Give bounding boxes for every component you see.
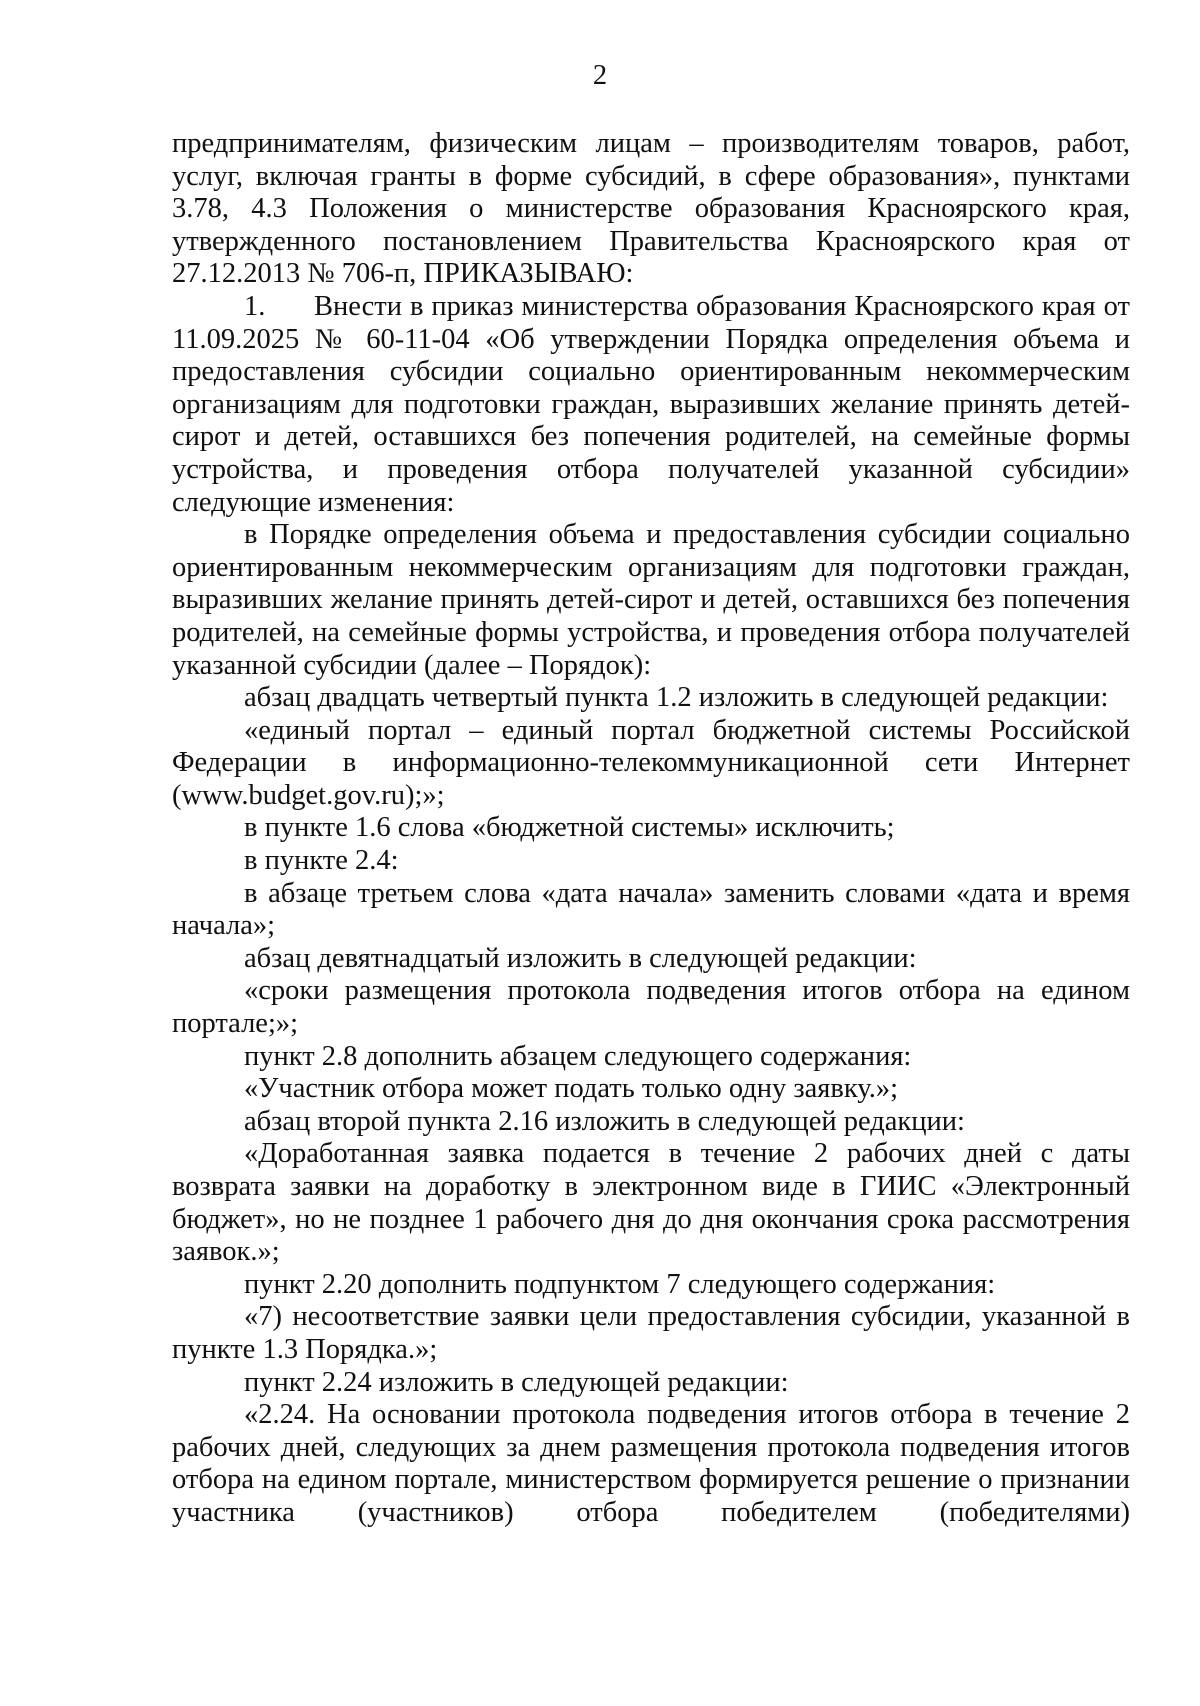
paragraph-preamble: предпринимателям, физическим лицам – производителям товаров, работ, услуг, включая гранты в форме субсидий, в сфере образования», пунктами 3.78, 4.3 Положения о министерстве образования Красноярского края, утвержденного постановлением Правительства Красноярского края от 27.12.2013 № 706-п, ПРИКАЗЫВАЮ: (172, 128, 1130, 290)
item-number: 1. (244, 290, 266, 322)
paragraph-amend-2-4-nineteenth: абзац девятнадцатый изложить в следующей редакции: (244, 942, 917, 974)
paragraph-amend-2-4: в пункте 2.4: (244, 845, 399, 877)
paragraph-one-application: «Участник отбора может подать только одну заявку.»; (244, 1073, 898, 1105)
paragraph-amend-2-4-third: в абзаце третьем слова «дата начала» заменить словами «дата и время начала»; (172, 877, 1130, 942)
paragraph-procedure: в Порядке определения объема и предоставления субсидии социально ориентированным некоммерческим организациям для подготовки граждан, выразивших желание принять детей-сирот и детей, оставшихся без попечения родителей, на семейные формы устройства, и проведения отбора получателей указанной субсидии (далее – Порядок): (172, 519, 1130, 681)
paragraph-2-24-text: «2.24. На основании протокола подведения итогов отбора в течение 2 рабочих дней, следующих за днем размещения протокола подведения итогов отбора на едином портале, министерством формируется решение о признании участника (участников) отбора победителем (победителями) (172, 1399, 1130, 1528)
page-number: 2 (592, 60, 608, 91)
numbered-item-1 (172, 291, 1130, 519)
paragraph-amend-1-2: абзац двадцать четвертый пункта 1.2 изложить в следующей редакции: (244, 682, 1109, 714)
paragraph-protocol-terms: «сроки размещения протокола подведения итогов отбора на едином портале;»; (172, 975, 1130, 1040)
paragraph-portal-definition: «единый портал – единый портал бюджетной системы Российской Федерации в информационно-телекоммуникационной сети Интернет (www.budget.gov.ru);»; (172, 714, 1130, 811)
item-text: Внести в приказ министерства образования Красноярского края от 11.09.2025 № 60-11-04 «Об утверждении Порядка определения объема и предоставления субсидии социально ориентированным некоммерческим организациям для подготовки граждан, выразивших желание принять детей-сирот и детей, оставшихся без попечения родителей, на семейные формы устройства, и проведения отбора получателей указанной субсидии» следующие изменения: (172, 290, 1130, 518)
paragraph-revised-application: «Доработанная заявка подается в течение 2 рабочих дней с даты возврата заявки на доработку в электронном виде в ГИИС «Электронный бюджет», но не позднее 1 рабочего дня до дня окончания срока рассмотрения заявок.»; (172, 1138, 1130, 1268)
paragraph-amend-1-6: в пункте 1.6 слова «бюджетной системы» исключить; (244, 812, 895, 844)
paragraph-amend-2-16: абзац второй пункта 2.16 изложить в следующей редакции: (244, 1105, 965, 1137)
paragraph-subitem-7: «7) несоответствие заявки цели предоставления субсидии, указанной в пункте 1.3 Порядка.»; (172, 1301, 1130, 1365)
paragraph-amend-2-8: пункт 2.8 дополнить абзацем следующего содержания: (244, 1040, 912, 1072)
paragraph-amend-2-24: пункт 2.24 изложить в следующей редакции: (244, 1366, 789, 1398)
document-body (172, 128, 1130, 1530)
paragraph-amend-2-20: пункт 2.20 дополнить подпунктом 7 следующего содержания: (244, 1268, 996, 1300)
